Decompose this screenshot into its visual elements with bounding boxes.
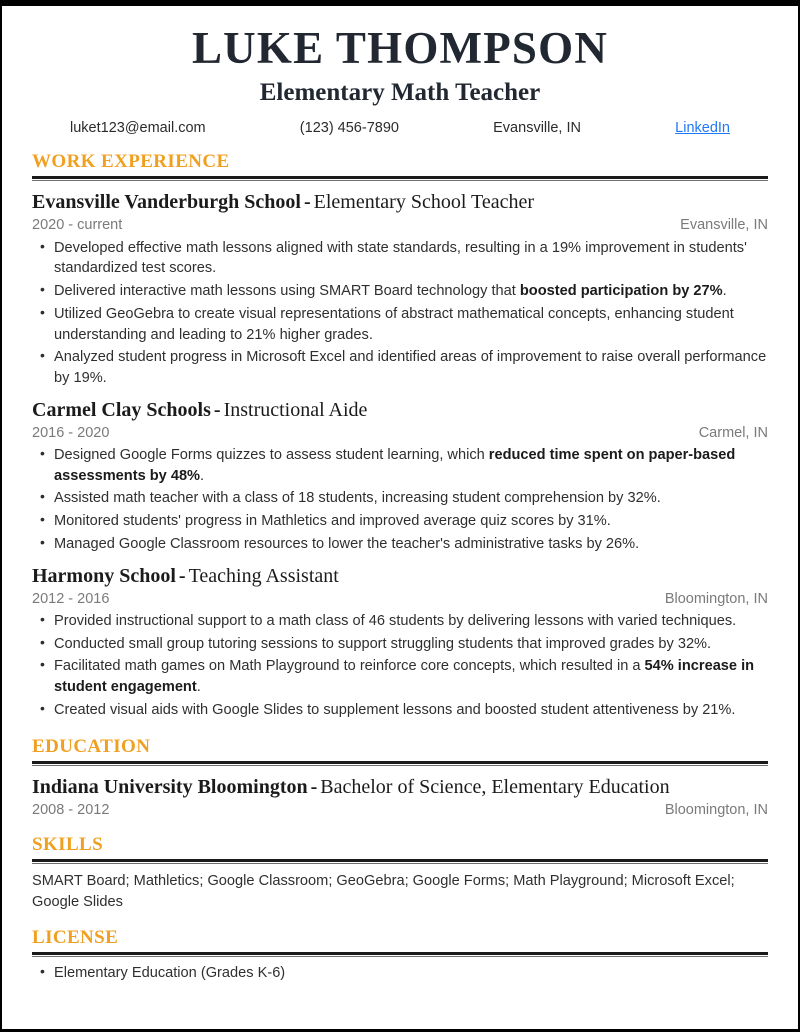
work-entry-meta bbox=[32, 591, 768, 608]
work-entry-heading bbox=[32, 398, 768, 422]
employment-dates: 2012 - 2016 bbox=[32, 590, 110, 607]
bullet-text: Designed Google Forms quizzes to assess student learning, which bbox=[54, 447, 489, 464]
work-bullet-list bbox=[32, 611, 768, 721]
bullet-text: Managed Google Classroom resources to lower the teacher's administrative tasks by 26%. bbox=[54, 535, 640, 552]
bullet-emphasis: reduced time spent on paper-based assessments by 48% bbox=[54, 447, 736, 484]
bullet-item bbox=[32, 445, 768, 486]
education-entry bbox=[32, 775, 768, 819]
bullet-text: Provided instructional support to a math class of 46 students by delivering lessons with varied techniques. bbox=[54, 613, 737, 630]
employment-dates: 2016 - 2020 bbox=[32, 424, 110, 441]
bullet-item bbox=[32, 611, 768, 632]
resume-header bbox=[32, 6, 768, 136]
bullet-emphasis: 54% increase in student engagement bbox=[54, 658, 755, 696]
bullet-text: Delivered interactive math lessons using SMART Board technology that bbox=[54, 283, 520, 300]
heading-separator: - bbox=[178, 564, 186, 587]
work-bullet-list bbox=[32, 238, 768, 389]
section-title-skills: SKILLS bbox=[32, 833, 104, 855]
work-entry-meta bbox=[32, 425, 768, 442]
work-entry bbox=[32, 564, 768, 721]
bullet-text: Developed effective math lessons aligned with state standards, resulting in a 19% improvement in students' standardized test scores. bbox=[54, 239, 747, 277]
bullet-text: Conducted small group tutoring sessions to support struggling students that improved grades by 32%. bbox=[54, 635, 712, 652]
school-name: Indiana University Bloomington bbox=[32, 775, 308, 798]
employment-location: Carmel, IN bbox=[698, 424, 768, 441]
section-title-license: LICENSE bbox=[32, 927, 119, 949]
linkedin-link[interactable]: LinkedIn bbox=[675, 120, 730, 137]
skills-list: SMART Board; Mathletics; Google Classroom; GeoGebra; Google Forms; Math Playground; Microsoft Excel; Google Slides bbox=[32, 872, 735, 910]
work-entry-heading bbox=[32, 190, 768, 214]
section-title-education: EDUCATION bbox=[32, 735, 151, 757]
bullet-text: . bbox=[196, 679, 201, 696]
work-entry-heading bbox=[32, 564, 768, 588]
education-entry-heading bbox=[32, 775, 768, 799]
work-entry bbox=[32, 190, 768, 388]
section-divider bbox=[32, 761, 768, 766]
section-education bbox=[32, 737, 768, 819]
bullet-emphasis: boosted participation by 27% bbox=[519, 283, 723, 300]
bullet-item bbox=[32, 963, 768, 984]
employment-location: Bloomington, IN bbox=[664, 590, 768, 607]
bullet-text: . bbox=[200, 467, 205, 484]
heading-separator: - bbox=[213, 398, 221, 421]
bullet-item bbox=[32, 304, 768, 345]
section-license bbox=[32, 928, 768, 984]
bullet-item bbox=[32, 238, 768, 279]
contact-location: Evansville, IN bbox=[493, 120, 581, 137]
education-entry-meta bbox=[32, 802, 768, 819]
employer-name: Evansville Vanderburgh School bbox=[32, 191, 301, 214]
employment-dates: 2020 - current bbox=[32, 217, 123, 234]
bullet-item bbox=[32, 488, 768, 509]
bullet-item bbox=[32, 700, 768, 721]
education-dates: 2008 - 2012 bbox=[32, 801, 110, 818]
contact-row bbox=[32, 120, 768, 136]
bullet-item bbox=[32, 656, 768, 697]
work-entry-meta bbox=[32, 217, 768, 234]
contact-phone: (123) 456-7890 bbox=[299, 120, 399, 137]
bullet-item bbox=[32, 281, 768, 302]
section-divider bbox=[32, 859, 768, 864]
bullet-item bbox=[32, 347, 768, 388]
candidate-job-title: Elementary Math Teacher bbox=[259, 78, 541, 106]
employment-location: Evansville, IN bbox=[680, 217, 768, 234]
job-role: Teaching Assistant bbox=[188, 564, 339, 587]
bullet-item bbox=[32, 534, 768, 555]
heading-separator: - bbox=[310, 775, 318, 798]
job-role: Elementary School Teacher bbox=[313, 191, 535, 214]
bullet-text: . bbox=[722, 283, 727, 300]
section-title-work-experience: WORK EXPERIENCE bbox=[32, 151, 230, 173]
employer-name: Carmel Clay Schools bbox=[32, 398, 211, 421]
bullet-text: Assisted math teacher with a class of 18 students, increasing student comprehension by 32%. bbox=[54, 490, 661, 507]
section-divider bbox=[32, 176, 768, 181]
degree-name: Bachelor of Science, Elementary Education bbox=[320, 775, 670, 798]
candidate-name: LUKE THOMPSON bbox=[191, 23, 609, 73]
employer-name: Harmony School bbox=[32, 564, 176, 587]
heading-separator: - bbox=[303, 191, 311, 214]
bullet-text: Elementary Education (Grades K-6) bbox=[54, 965, 286, 982]
section-divider bbox=[32, 952, 768, 957]
bullet-text: Created visual aids with Google Slides to supplement lessons and boosted student attentiveness by 21%. bbox=[54, 701, 736, 718]
bullet-item bbox=[32, 511, 768, 532]
bullet-text: Utilized GeoGebra to create visual representations of abstract mathematical concepts, enhancing student understanding and leading to 21% higher grades. bbox=[54, 305, 734, 343]
resume-sheet bbox=[2, 6, 798, 1029]
bullet-text: Analyzed student progress in Microsoft Excel and identified areas of improvement to raise overall performance by 19%. bbox=[54, 349, 767, 386]
license-bullet-list bbox=[32, 963, 768, 984]
section-work-experience bbox=[32, 152, 768, 720]
job-role: Instructional Aide bbox=[223, 398, 368, 421]
section-skills bbox=[32, 835, 768, 912]
work-bullet-list bbox=[32, 445, 768, 555]
bullet-text: Facilitated math games on Math Playground to reinforce core concepts, which resulted in a bbox=[54, 658, 645, 675]
education-location: Bloomington, IN bbox=[664, 801, 768, 818]
work-entry bbox=[32, 398, 768, 555]
bullet-item bbox=[32, 634, 768, 655]
bullet-text: Monitored students' progress in Mathletics and improved average quiz scores by 31%. bbox=[54, 513, 611, 530]
contact-email[interactable]: luket123@email.com bbox=[70, 120, 206, 137]
